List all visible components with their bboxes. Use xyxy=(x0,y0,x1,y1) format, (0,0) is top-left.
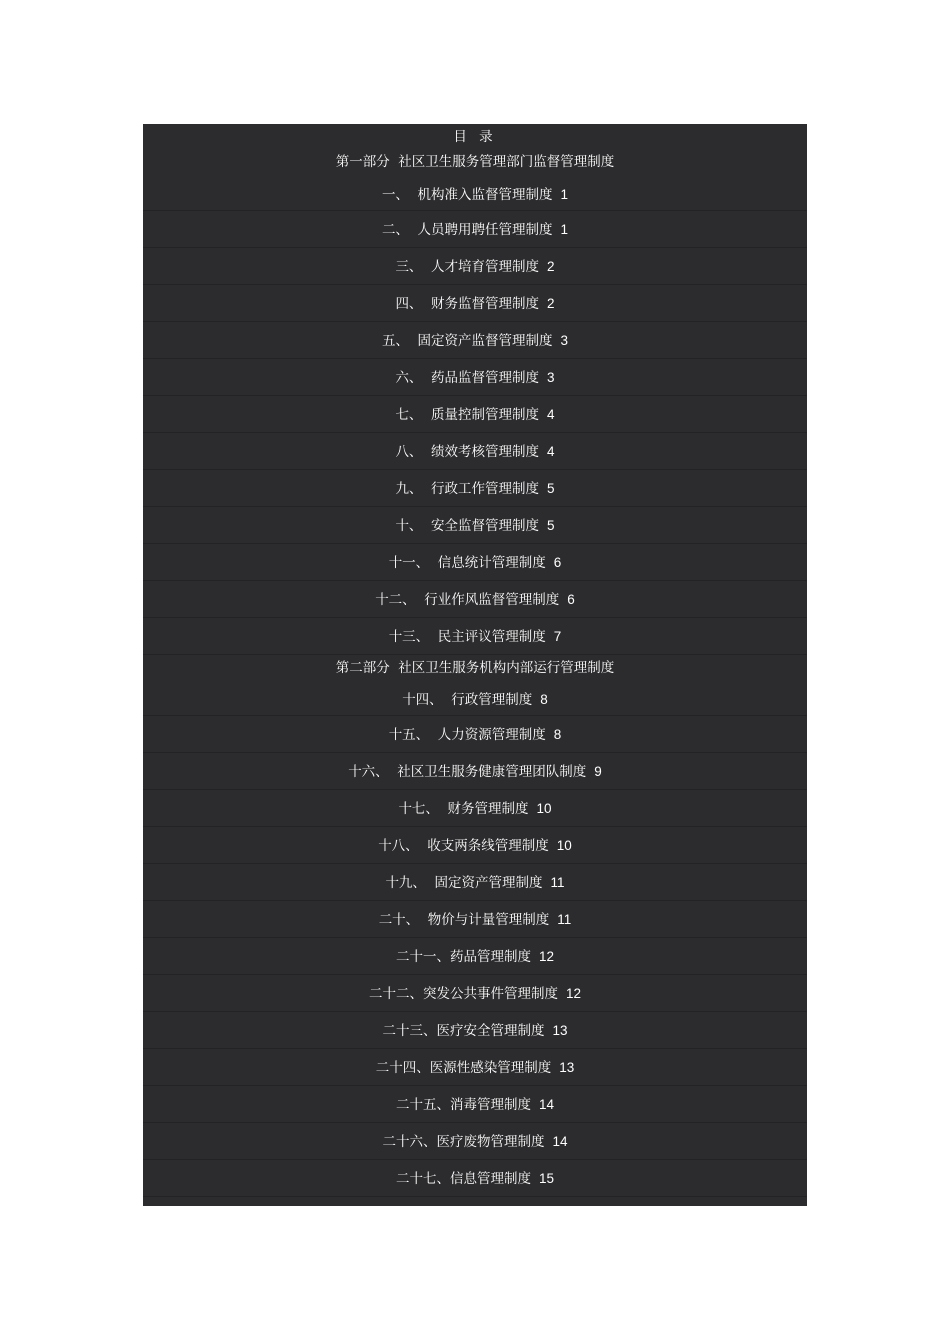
toc-entry-label: 十、 安全监督管理制度 xyxy=(395,518,540,534)
toc-entry-label: 二十三、医疗安全管理制度 xyxy=(382,1023,545,1039)
toc-entry-page-number: 15 xyxy=(538,1171,555,1186)
toc-entry-label: 十五、 人力资源管理制度 xyxy=(388,727,546,743)
toc-entry-page-number: 12 xyxy=(538,949,555,964)
toc-entry xyxy=(143,396,807,433)
toc-entry-label: 九、 行政工作管理制度 xyxy=(395,481,540,497)
toc-entry-page-number: 4 xyxy=(547,444,555,459)
toc-entry xyxy=(143,1086,807,1123)
toc-entry-label: 一、 机构准入监督管理制度 xyxy=(381,187,553,203)
toc-part-heading: 第一部分 社区卫生服务管理部门监督管理制度 xyxy=(335,154,615,170)
toc-entry xyxy=(143,507,807,544)
toc-entry-label: 十八、 收支两条线管理制度 xyxy=(378,838,549,854)
toc-entry-page-number: 1 xyxy=(560,222,569,237)
toc-entry-label: 二、 人员聘用聘任管理制度 xyxy=(381,222,553,238)
toc-entry xyxy=(143,176,807,211)
toc-entry xyxy=(143,901,807,938)
toc-title: 目 录 xyxy=(453,129,497,145)
toc-entry-page-number: 5 xyxy=(547,518,555,533)
toc-entry-label: 十二、 行业作风监督管理制度 xyxy=(375,592,560,608)
toc-entry-label: 二十七、信息管理制度 xyxy=(395,1171,531,1187)
toc-entry-label: 五、 固定资产监督管理制度 xyxy=(381,333,553,349)
toc-entry-label: 十九、 固定资产管理制度 xyxy=(385,875,543,891)
toc-entry-label: 十七、 财务管理制度 xyxy=(398,801,529,817)
toc-entry-page-number: 12 xyxy=(565,986,582,1001)
toc-entry-page-number: 8 xyxy=(553,727,562,742)
toc-entry xyxy=(143,716,807,753)
toc-entry xyxy=(143,1123,807,1160)
toc-entry-label: 十三、 民主评议管理制度 xyxy=(388,629,546,645)
toc-entry xyxy=(143,827,807,864)
toc-entry xyxy=(143,211,807,248)
toc-part2-list xyxy=(143,681,807,1197)
toc-entry-page-number: 10 xyxy=(536,801,552,816)
toc-entry-page-number: 13 xyxy=(552,1023,568,1038)
toc-entry-page-number: 3 xyxy=(560,333,569,348)
toc-entry-label: 十四、 行政管理制度 xyxy=(402,692,533,708)
toc-entry-label: 二十一、药品管理制度 xyxy=(395,949,531,965)
toc-entry-page-number: 5 xyxy=(547,481,555,496)
toc-entry-page-number: 9 xyxy=(594,764,602,779)
toc-entry xyxy=(143,975,807,1012)
toc-entry-page-number: 14 xyxy=(552,1134,568,1149)
toc-entry xyxy=(143,433,807,470)
toc-entry-label: 二十六、医疗废物管理制度 xyxy=(382,1134,545,1150)
toc-entry xyxy=(143,790,807,827)
toc-entry-page-number: 6 xyxy=(567,592,575,607)
toc-entry xyxy=(143,1012,807,1049)
toc-entry xyxy=(143,322,807,359)
toc-entry-label: 六、 药品监督管理制度 xyxy=(395,370,540,386)
toc-part-heading: 第二部分 社区卫生服务机构内部运行管理制度 xyxy=(335,660,615,676)
toc-entry-label: 七、 质量控制管理制度 xyxy=(395,407,540,423)
toc-entry xyxy=(143,285,807,322)
toc-entry xyxy=(143,470,807,507)
toc-entry-label: 十六、 社区卫生服务健康管理团队制度 xyxy=(348,764,587,780)
toc-entry-page-number: 14 xyxy=(538,1097,555,1112)
table-of-contents xyxy=(143,124,807,1206)
toc-entry-label: 二十四、医源性感染管理制度 xyxy=(375,1060,552,1076)
toc-entry xyxy=(143,248,807,285)
toc-entry-label: 四、 财务监督管理制度 xyxy=(395,296,540,312)
toc-entry-page-number: 11 xyxy=(550,875,565,890)
toc-part1-list xyxy=(143,176,807,655)
toc-entry xyxy=(143,544,807,581)
toc-entry xyxy=(143,753,807,790)
toc-entry-label: 八、 绩效考核管理制度 xyxy=(395,444,540,460)
toc-entry-page-number: 2 xyxy=(547,259,555,274)
toc-entry-label: 三、 人才培育管理制度 xyxy=(395,259,540,275)
toc-entry xyxy=(143,681,807,716)
toc-entry-page-number: 8 xyxy=(540,692,548,707)
toc-entry xyxy=(143,1049,807,1086)
toc-entry-label: 二十、 物价与计量管理制度 xyxy=(378,912,550,928)
toc-entry xyxy=(143,864,807,901)
toc-entry xyxy=(143,1160,807,1197)
toc-entry-page-number: 13 xyxy=(559,1060,575,1075)
toc-entry xyxy=(143,581,807,618)
toc-entry-page-number: 4 xyxy=(547,407,555,422)
toc-entry-page-number: 1 xyxy=(560,187,569,202)
toc-entry-label: 十一、 信息统计管理制度 xyxy=(388,555,546,571)
toc-entry-page-number: 6 xyxy=(553,555,562,570)
toc-entry-page-number: 10 xyxy=(556,838,572,853)
toc-entry xyxy=(143,618,807,655)
toc-entry-page-number: 2 xyxy=(547,296,555,311)
toc-entry-label: 二十二、突发公共事件管理制度 xyxy=(368,986,558,1002)
toc-entry-page-number: 3 xyxy=(547,370,555,385)
toc-entry xyxy=(143,359,807,396)
toc-entry xyxy=(143,938,807,975)
toc-entry-page-number: 11 xyxy=(557,912,572,927)
toc-entry-label: 二十五、消毒管理制度 xyxy=(395,1097,531,1113)
toc-entry-page-number: 7 xyxy=(553,629,562,644)
